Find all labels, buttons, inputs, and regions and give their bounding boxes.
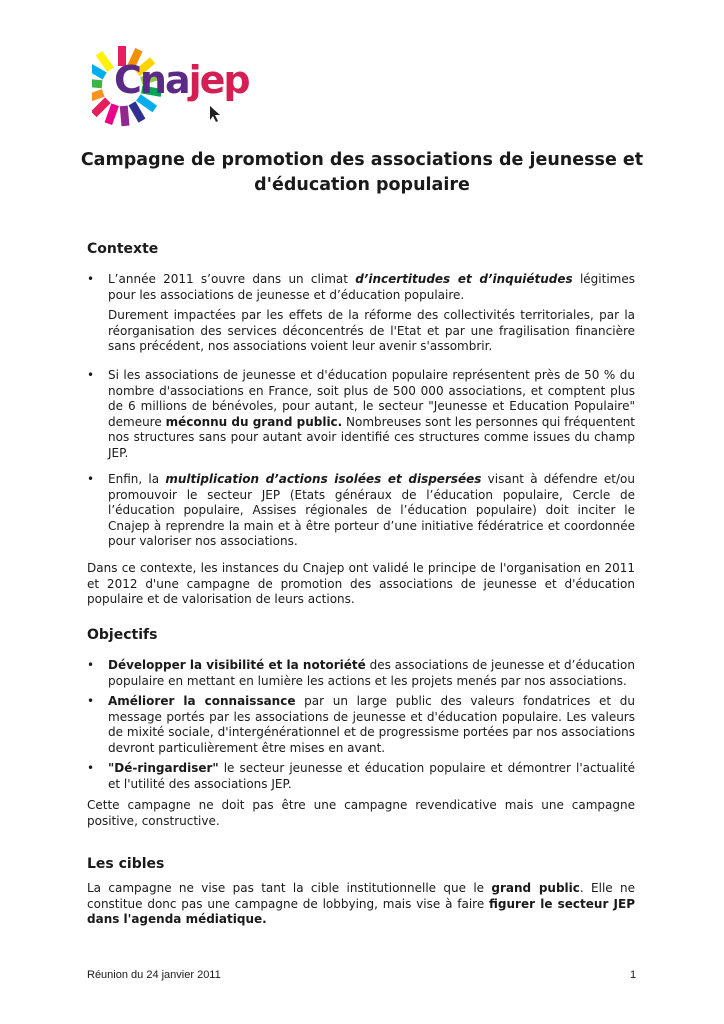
- contexte-bullet-2: Si les associations de jeunesse et d'éducation populaire représentent près de 50 % du nombre d'associations en France, soit plus de 500 000 associations, et comptent plus de 6 millions de bénévoles, pour autant, le secteur "Jeunesse et Education Populaire" demeure méconnu du grand public. Nombreuses sont les personnes qui fréquentent nos structures sans pour autant avoir identifié ces structures comme issues du champ JEP.: [108, 368, 636, 460]
- footer-date: Réunion du 24 janvier 2011: [87, 969, 221, 981]
- contexte-bullet-1-para: Durement impactées par les effets de la réforme des collectivités territoriales, par la réorganisation des services déconcentrés de l'Etat et par une fragilisation financière sans précédent, nos associations voient leur avenir s'assombrir.: [108, 308, 635, 353]
- contexte-conclusion: Dans ce contexte, les instances du Cnajep ont validé le principe de l'organisation en 2011 et 2012 d'une campagne de promotion des associations de jeunesse et d'éducation populaire et de valorisation de leurs actions.: [87, 561, 635, 606]
- contexte-bullet-1: L’année 2011 s’ouvre dans un climat d’incertitudes et d’inquiétudes légitimes pour les associations de jeunesse et d’éducation populaire.: [108, 272, 635, 302]
- heading-contexte: Contexte: [87, 241, 159, 257]
- objectifs-bullet-2: Améliorer la connaissance par un large public des valeurs fondatrices et du message portés par les associations de jeunesse et d'éducation populaire. Les valeurs de mixité sociale, d'intergénérationnel et de progressisme portées par nos associations devront particulièrement être mises en avant.: [108, 694, 635, 755]
- objectifs-bullet-3: "Dé-ringardiser" le secteur jeunesse et éducation populaire et démontrer l'actualité et l'utilité des associations JEP.: [108, 761, 635, 791]
- bullet-marker: •: [87, 658, 95, 672]
- objectifs-bullet-1: Développer la visibilité et la notoriété des associations de jeunesse et d’éducation populaire en mettant en lumière les actions et les projets menés par nos associations.: [108, 658, 635, 688]
- bullet-marker: •: [87, 472, 95, 486]
- cibles-paragraph: La campagne ne vise pas tant la cible institutionnelle que le grand public. Elle ne constitue donc pas une campagne de lobbying, mais vise à faire figurer le secteur JEP dans l'agenda médiatique.: [87, 881, 635, 926]
- objectifs-conclusion: Cette campagne ne doit pas être une campagne revendicative mais une campagne positive, constructive.: [87, 798, 635, 828]
- bullet-marker: •: [87, 761, 95, 775]
- contexte-bullet-3: Enfin, la multiplication d’actions isolées et dispersées visant à défendre et/ou promouvoir le secteur JEP (Etats généraux de l’éducation populaire, Cercle de l’éducation populaire, Assises régionales de l’éducation populaire) doit inciter le Cnajep à reprendre la main et à être porteur d’une initiative fédératrice et coordonnée pour valoriser nos associations.: [108, 472, 635, 548]
- heading-objectifs: Objectifs: [87, 627, 158, 643]
- page-title: Campagne de promotion des associations de jeunesse et d'éducation populaire: [80, 150, 644, 195]
- cnajep-logo: [92, 44, 252, 128]
- bullet-marker: •: [87, 368, 95, 382]
- logo-wordmark: Cnajep: [114, 58, 249, 102]
- heading-cibles: Les cibles: [87, 856, 165, 872]
- bullet-marker: •: [87, 694, 95, 708]
- bullet-marker: •: [87, 272, 95, 286]
- footer-page-number: 1: [630, 969, 637, 981]
